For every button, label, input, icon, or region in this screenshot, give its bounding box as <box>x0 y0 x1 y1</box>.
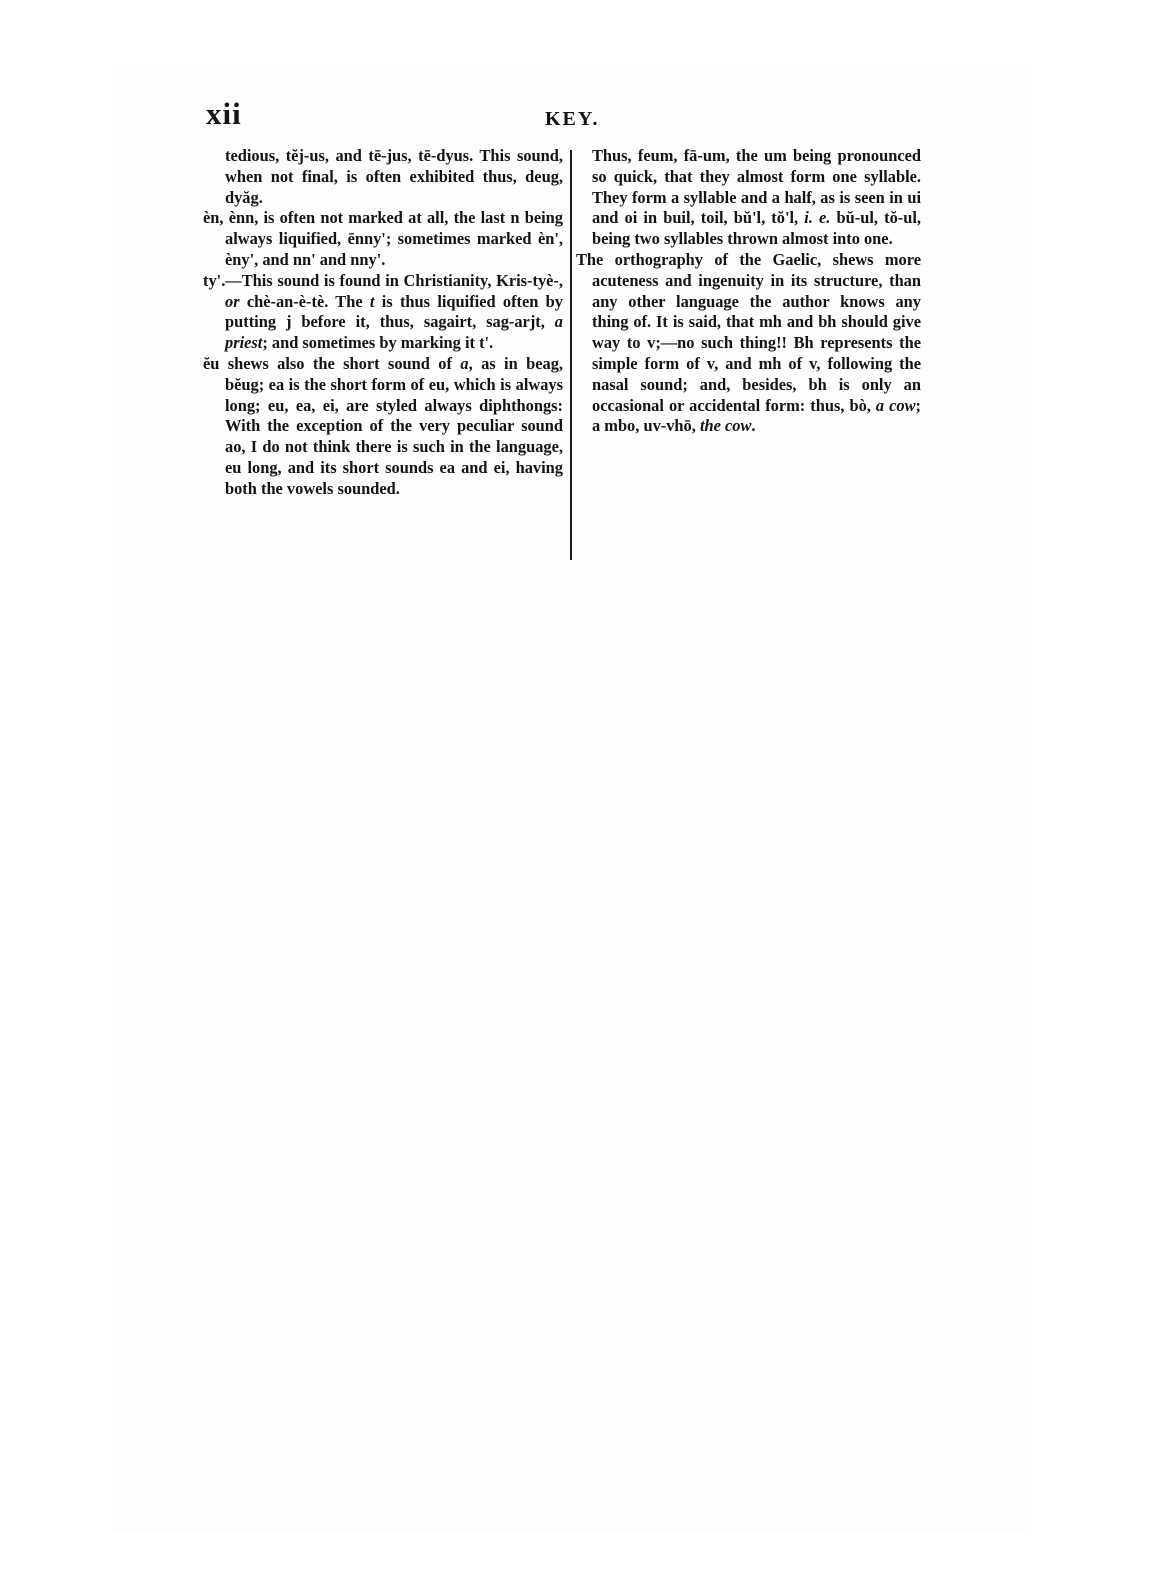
italic-text: a priest <box>225 312 563 353</box>
paragraph-text: tedious, tĕj-us, and tē-jus, tē-dyus. This sound, when not final, is often exhibited thus, deug, dyăg. <box>225 146 563 207</box>
entry-eu <box>203 354 563 500</box>
italic-text: a cow <box>875 395 916 415</box>
paragraph-text: bŭ-ul, tŏ-ul, being two syllables thrown almost into one. <box>592 208 922 249</box>
paragraph-text: ty'.—This sound is found in Christianity, Kris-tyè-, <box>203 270 563 290</box>
right-column <box>576 146 921 437</box>
paragraph-text: The orthography of the Gaelic, shews more acuteness and ingenuity in its structure, than any other language the author knows any thing of. It is said, that mh and bh should give way to v;—no such thing!! Bh represents the simple form of v, and mh of v, following the nasal sound; and, besides, bh is only an occasional or accidental form: thus, bò, <box>576 249 921 415</box>
paragraph-text: ; and sometimes by marking it t'. <box>262 333 494 353</box>
paragraph-text: , as in beag, bĕug; ea is the short form of eu, which is always long; eu, ea, ei, are styled always diphthongs: With the exception of the very peculiar sound ao, I do not think there is such in the language, eu long, and its short sounds ea and ei, having both the vowels sounded. <box>225 353 564 498</box>
left-column <box>203 146 563 500</box>
paragraph-text: . <box>751 416 756 436</box>
entry-feum-continuation <box>576 146 921 250</box>
running-title: KEY. <box>545 108 600 130</box>
column-divider <box>570 150 572 560</box>
entry-tedious-continuation <box>203 146 563 208</box>
entry-orthography <box>576 250 921 437</box>
page-number: xii <box>206 96 242 131</box>
italic-text: or <box>225 291 240 311</box>
paragraph-text: ; a mbo, uv-vhō, <box>592 395 921 436</box>
entry-ty <box>203 271 563 354</box>
paragraph-text: èn, ènn, is often not marked at all, the last n being always liquified, ēnny'; sometimes marked èn', èny', and nn' and nny'. <box>203 208 563 269</box>
italic-text: a <box>460 353 469 373</box>
paragraph-text: chè-an-è-tè. The <box>239 291 370 311</box>
paragraph-text: is thus liquified often by putting j before it, thus, sagairt, sag-arjt, <box>225 291 563 332</box>
italic-text: t <box>369 291 375 311</box>
italic-text: the cow <box>699 416 752 436</box>
paragraph-text: ĕu shews also the short sound of <box>203 353 461 373</box>
italic-text: i. e. <box>804 208 831 228</box>
paragraph-text: Thus, feum, fā-um, the um being pronounced so quick, that they almost form one syllable. They form a syllable and a half, as is seen in ui and oi in buil, toil, bŭ'l, tŏ'l, <box>592 146 921 228</box>
entry-en <box>203 208 563 270</box>
